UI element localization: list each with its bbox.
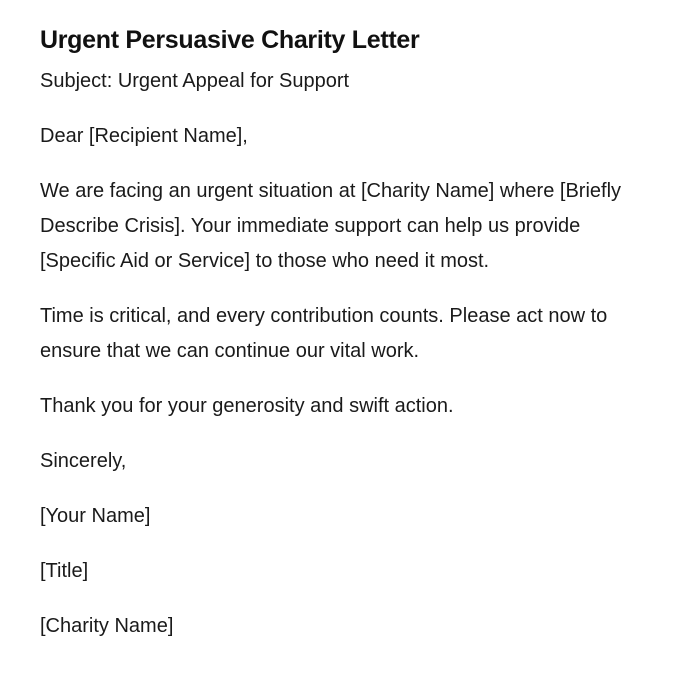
closing: Sincerely, [40,450,127,472]
body-paragraph-3: Thank you for your generosity and swift action. [40,395,454,417]
subject-line: Subject: Urgent Appeal for Support [40,70,350,92]
salutation: Dear [Recipient Name], [40,125,248,147]
signature-organization: [Charity Name] [40,615,174,637]
body-paragraph-1: We are facing an urgent situation at [Charity Name] where [Briefly Describe Crisis]. Your immediate support can help us provide [Specific Aid or Service] to those who need it most. [40,180,622,272]
signature-name: [Your Name] [40,505,151,527]
body-paragraph-2: Time is critical, and every contribution counts. Please act now to ensure that we can continue our vital work. [40,305,608,362]
page-title: Urgent Persuasive Charity Letter [40,26,420,54]
signature-title: [Title] [40,560,89,582]
